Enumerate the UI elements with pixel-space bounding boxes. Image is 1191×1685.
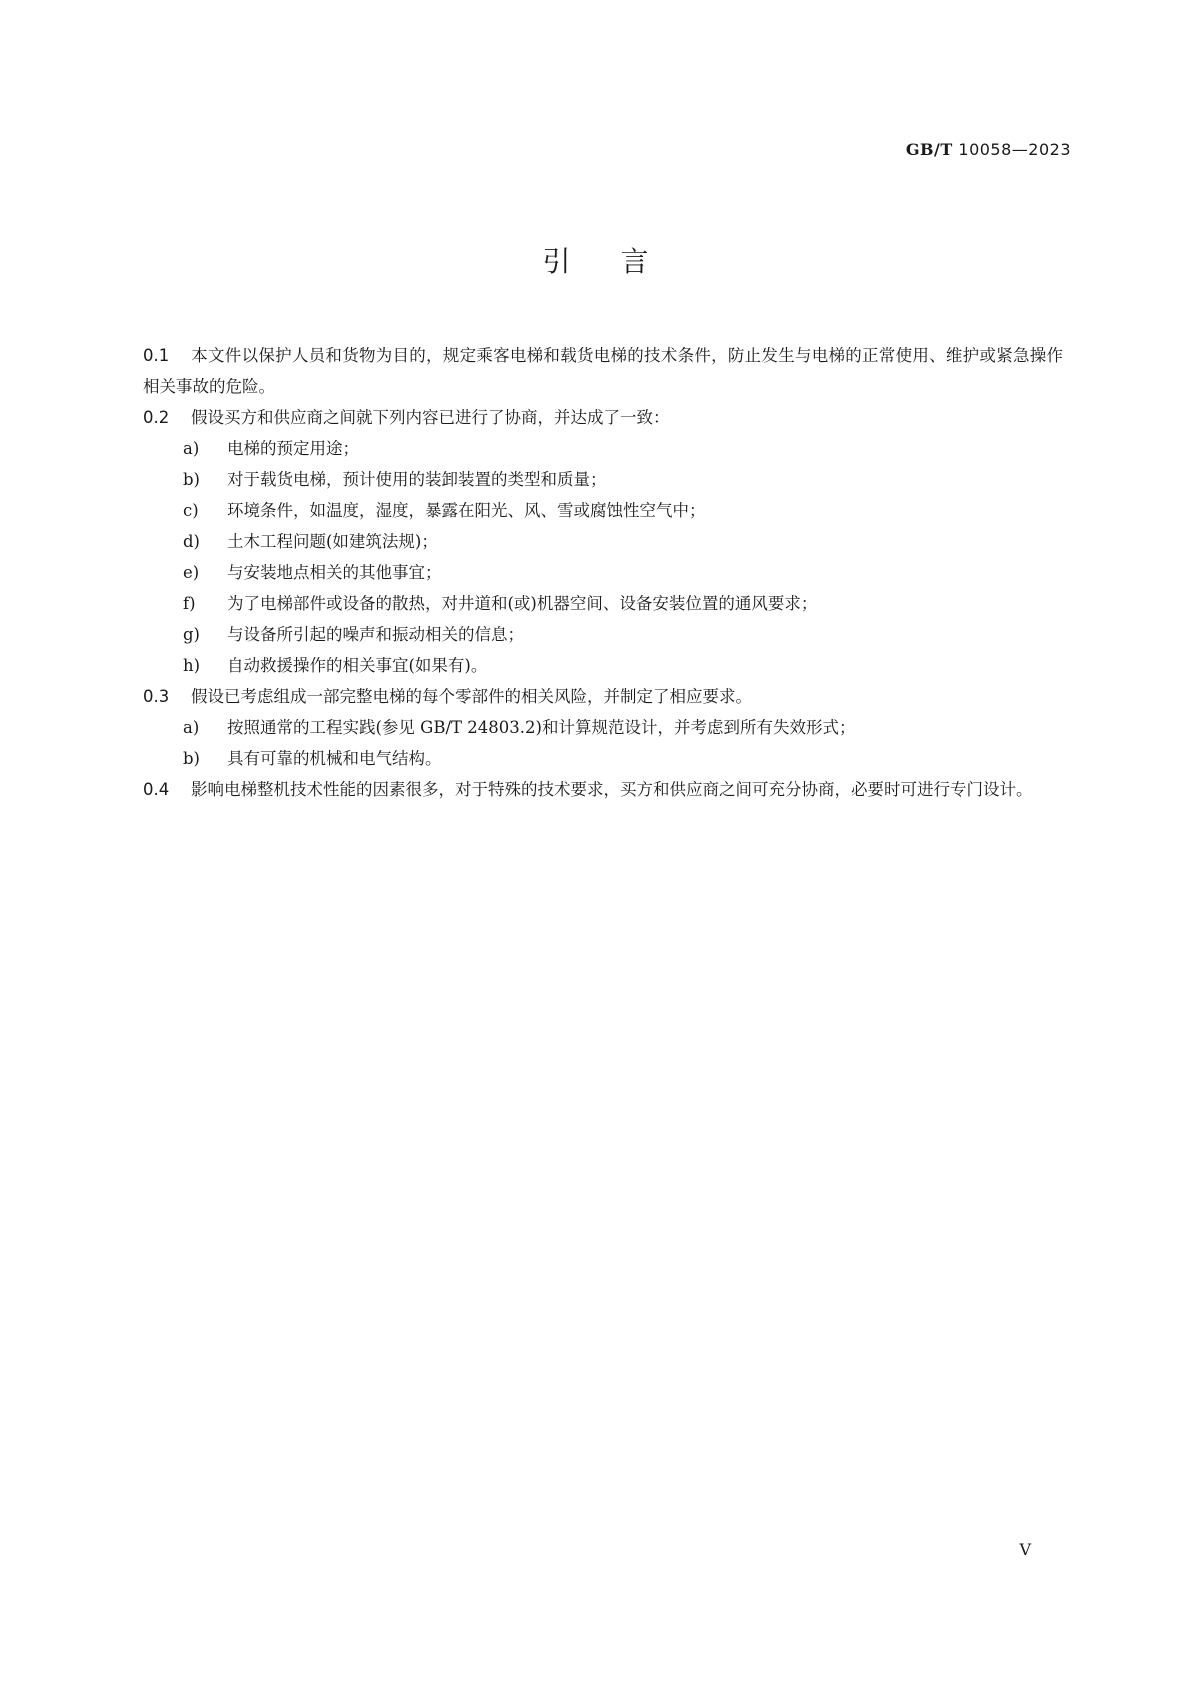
list-item-text: 按照通常的工程实践(参见 GB/T 24803.2)和计算规范设计，并考虑到所有失效形式；: [227, 718, 856, 737]
introduction-body: [143, 340, 1063, 805]
list-item-text: 具有可靠的机械和电气结构。: [227, 749, 442, 768]
list-item-label: g): [183, 625, 200, 644]
list-item-label: a): [183, 439, 200, 458]
paragraph-number: 0.4: [143, 780, 170, 799]
list-item-text: 土木工程问题(如建筑法规)；: [227, 532, 438, 551]
paragraph-0-1: [143, 340, 1063, 402]
page-title: 引言: [542, 245, 699, 278]
paragraph-text: 本文件以保护人员和货物为目的，规定乘客电梯和载货电梯的技术条件，防止发生与电梯的正常使用、维护或紧急操作相关事故的危险。: [143, 346, 1063, 396]
list-item-label: c): [183, 501, 199, 520]
paragraph-text: 影响电梯整机技术性能的因素很多，对于特殊的技术要求，买方和供应商之间可充分协商，必要时可进行专门设计。: [191, 780, 1033, 799]
list-item-label: b): [183, 749, 200, 768]
standard-code-number: 10058—2023: [952, 140, 1071, 159]
list-item-label: e): [183, 563, 200, 582]
list-item: [143, 619, 1063, 650]
paragraph-text: 假设买方和供应商之间就下列内容已进行了协商，并达成了一致：: [191, 408, 670, 427]
list-item-label: b): [183, 470, 200, 489]
paragraph-number: 0.1: [143, 346, 170, 365]
list-item-text: 电梯的预定用途；: [227, 439, 359, 458]
standard-code: [906, 140, 1071, 159]
list-item: [143, 712, 1063, 743]
list-item: [143, 588, 1063, 619]
list-item: [143, 433, 1063, 464]
list-item: [143, 743, 1063, 774]
list-item-text: 为了电梯部件或设备的散热，对井道和(或)机器空间、设备安装位置的通风要求；: [227, 594, 818, 613]
list-item-text: 对于载货电梯，预计使用的装卸装置的类型和质量；: [227, 470, 607, 489]
standard-code-prefix: GB/T: [905, 140, 953, 159]
list-item-text: 与安装地点相关的其他事宜；: [227, 563, 442, 582]
list-item: [143, 464, 1063, 495]
list-item-label: f): [183, 594, 196, 613]
page-number: V: [1019, 1540, 1031, 1559]
paragraph-number: 0.3: [143, 687, 170, 706]
list-item-label: a): [183, 718, 200, 737]
paragraph-0-3: [143, 681, 1063, 712]
paragraph-number: 0.2: [143, 408, 170, 427]
list-item: [143, 557, 1063, 588]
paragraph-0-2: [143, 402, 1063, 433]
list-item: [143, 650, 1063, 681]
list-item: [143, 495, 1063, 526]
list-item-text: 自动救援操作的相关事宜(如果有)。: [227, 656, 488, 675]
list-item-text: 与设备所引起的噪声和振动相关的信息；: [227, 625, 524, 644]
list-item-label: h): [183, 656, 201, 675]
paragraph-text: 假设已考虑组成一部完整电梯的每个零部件的相关风险，并制定了相应要求。: [191, 687, 752, 706]
paragraph-0-4: [143, 774, 1063, 805]
list-item: [143, 526, 1063, 557]
list-item-text: 环境条件，如温度，湿度，暴露在阳光、风、雪或腐蚀性空气中；: [227, 501, 706, 520]
list-item-label: d): [183, 532, 200, 551]
